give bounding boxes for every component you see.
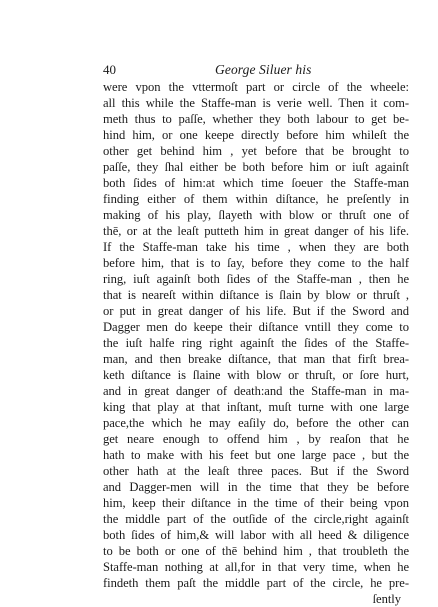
- text-line: pace,the which he may eaſily do, before the other can: [103, 416, 409, 430]
- text-line: that is neareſt within diſtance is ſlain by blow or thruſt ,: [103, 288, 409, 302]
- text-line: making of his play, ſlayeth with blow or thruſt one of: [103, 208, 409, 222]
- text-line: king that play at that inſtant, muſt turne with one large: [103, 400, 409, 414]
- text-line: get neare enough to offend him , by reaſon that he: [103, 432, 409, 446]
- page-header: [103, 62, 408, 78]
- text-line: both ſides of him,& will labor with all heed & diligence: [103, 528, 409, 542]
- text-line: were vpon the vttermoſt part or circle of the wheele:: [103, 80, 409, 94]
- text-line: findeth them paſt the middle part of the circle, he pre-: [103, 576, 409, 590]
- text-line: or put in great danger of his life. But if the Sword and: [103, 304, 409, 318]
- text-line: Dagger men do keepe their diſtance vntill they come to: [103, 320, 409, 334]
- text-line: both ſides of him:at which time ſoeuer the Staffe-man: [103, 176, 409, 190]
- text-line-catchword: ſently: [372, 592, 401, 606]
- text-line: and in great danger of death:and the Staffe-man in ma-: [103, 384, 409, 398]
- body-text: [103, 79, 409, 607]
- text-line: thē, or at the leaſt putteth him in great danger of his life.: [103, 224, 409, 238]
- text-line: other get behind him , yet before that be brought to: [103, 144, 409, 158]
- text-line: the middle part of the outſide of the circle,right againſt: [103, 512, 409, 526]
- text-line: finding either of them within diſtance, he preſently in: [103, 192, 409, 206]
- text-line: ring, iuſt againſt both ſides of the Staffe-man , then he: [103, 272, 409, 286]
- text-line: paſſe, they ſhal either be both before him or iuſt againſt: [103, 160, 409, 174]
- page-number: 40: [103, 62, 116, 77]
- text-line: Staffe-man nothing at all,for in that very time, when he: [103, 560, 409, 574]
- text-line: hind him, or one keepe directly before him whileſt the: [103, 128, 409, 142]
- text-line: If the Staffe-man take his time , when they are both: [103, 240, 409, 254]
- text-line: to be both or one of thē behind him , that troubleth the: [103, 544, 409, 558]
- text-line: him, keep their diſtance in the time of their being vpon: [103, 496, 409, 510]
- text-line: other hath at the leaſt three paces. But if the Sword: [103, 464, 409, 478]
- text-line: the iuſt halfe ring right againſt the ſides of the Staffe-: [103, 336, 409, 350]
- text-line: all this while the Staffe-man is verie well. Then it com-: [103, 96, 409, 110]
- text-line: and Dagger-men will in the time that they be before: [103, 480, 409, 494]
- text-line: keth diſtance is ſlaine with blow or thruſt, or ſore hurt,: [103, 368, 409, 382]
- text-line: hath to make with his feet but one large pace , but the: [103, 448, 409, 462]
- running-head: George Siluer his: [215, 62, 312, 77]
- text-line: meth thus to paſſe, whether they both labour to get be-: [103, 112, 409, 126]
- text-line: man, and then breake diſtance, that man that firſt brea-: [103, 352, 409, 366]
- text-line: before him, that is to ſay, before they come to the half: [103, 256, 409, 270]
